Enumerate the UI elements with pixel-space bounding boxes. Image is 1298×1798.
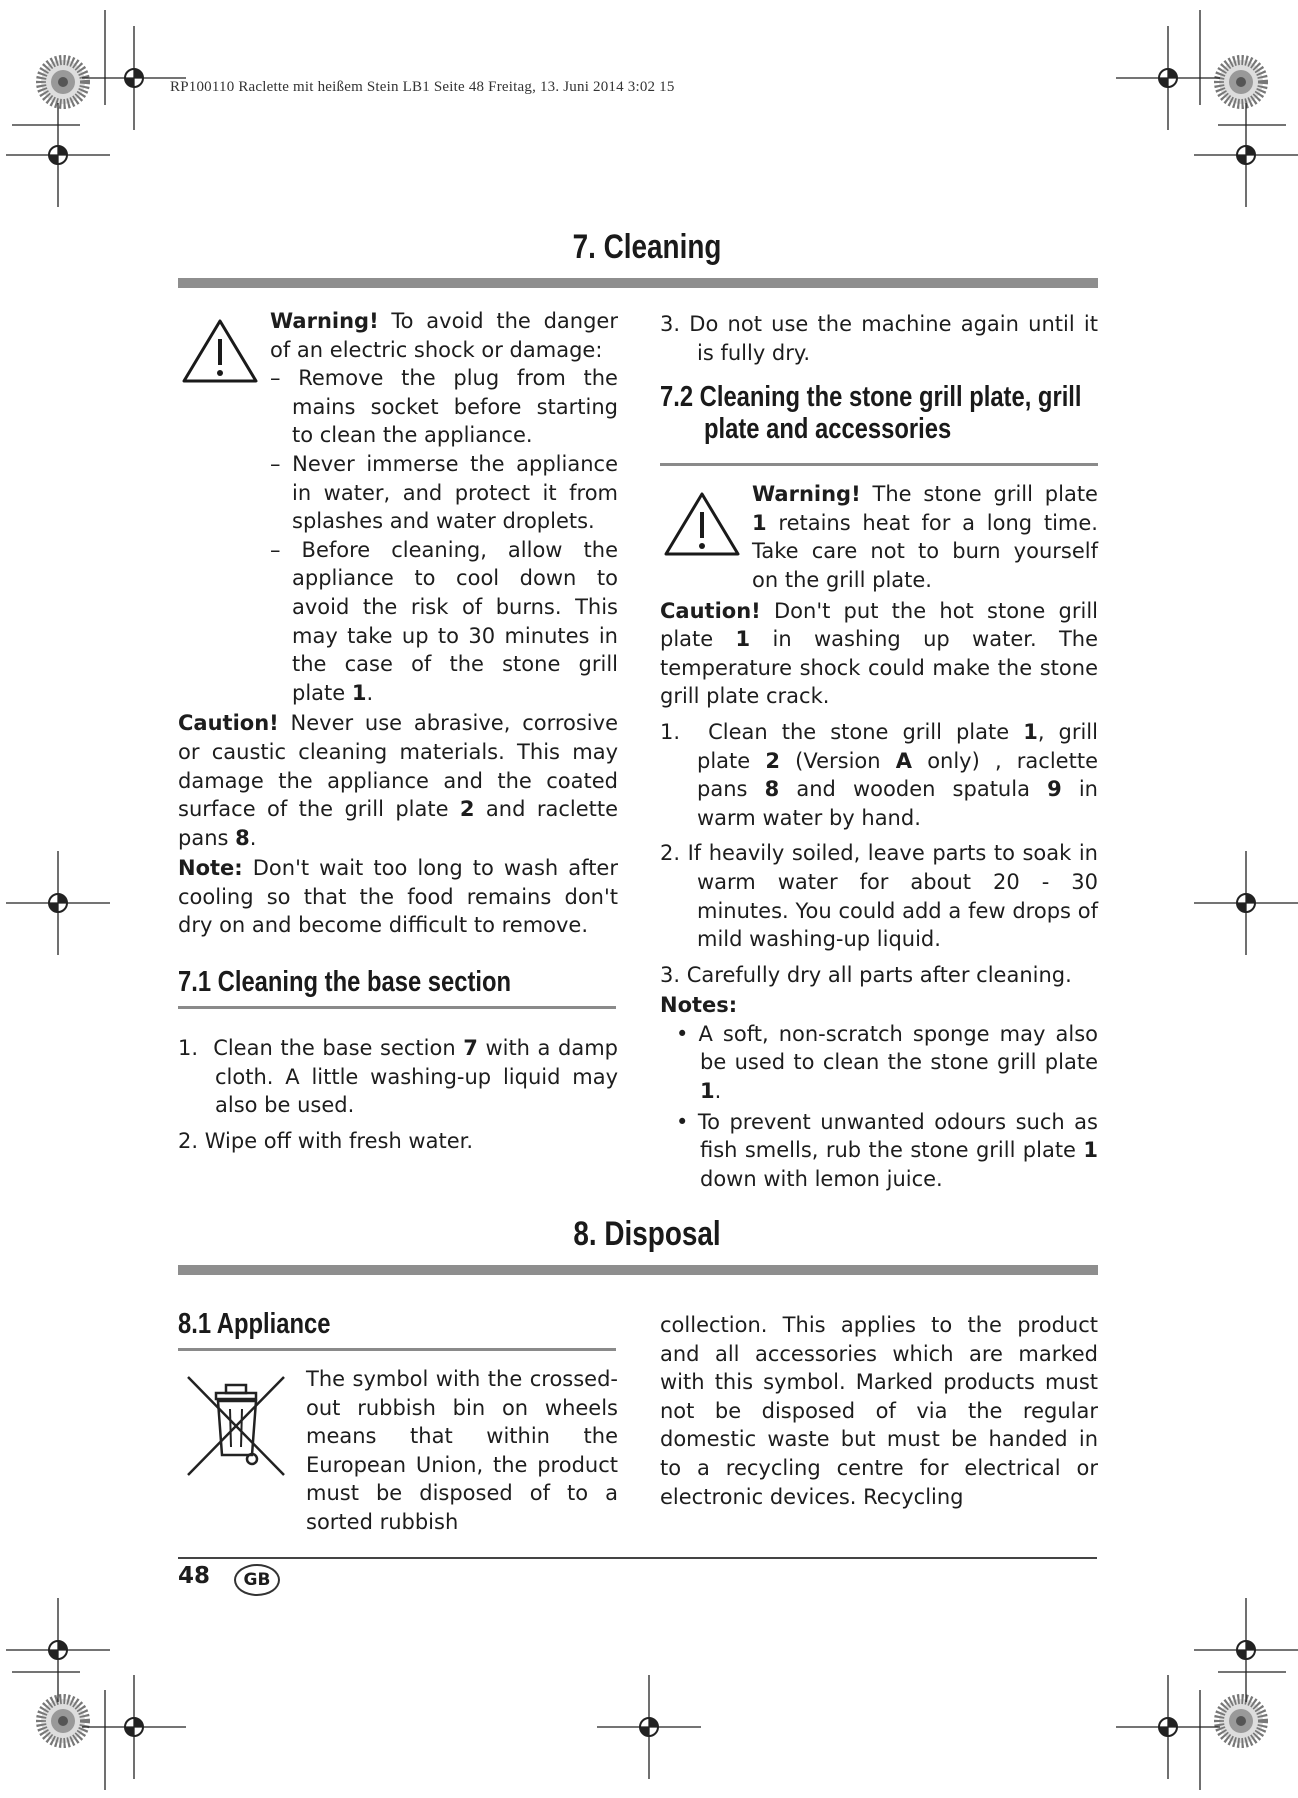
warning-item: Remove the plug from the mains socket before starting to clean the appliance. [292, 366, 618, 448]
crossed-out-bin-icon [184, 1373, 288, 1479]
disposal-text-right: collection. This applies to the product and all accessories which are marked with this symbol. Marked products must not be disposed of via the regular domestic waste but must be handed in to a recycling centre for electrical or electronic devices. Recycling [660, 1313, 1098, 1509]
warning-block: Warning! The stone grill plate 1 retains heat for a long time. Take care not to burn yourself on the grill plate. [660, 480, 1098, 594]
caution-paragraph: Caution! Never use abrasive, corrosive or caustic cleaning materials. This may damage the appliance and the coated surface of the grill plate 2 and raclette pans 8. [178, 711, 619, 850]
warning-block: Warning! To avoid the danger of an electric shock or damage: – Remove the plug from the mains socket before starting to clean the appliance. – Never immerse the appliance in water, and protect it from splashes and water droplets. – Before cleaning, allow the appliance to cool down to avoid the risk of burns. This may take up to 30 minutes in the case of the stone grill plate 1. [178, 307, 618, 707]
warning-triangle-icon [180, 317, 260, 385]
print-slug: RP100110 Raclette mit heißem Stein LB1 Seite 48 Freitag, 13. Juni 2014 3:02 15 [170, 79, 675, 95]
subsection-rule [660, 463, 1098, 466]
subsection-rule [178, 1006, 616, 1009]
right-column [660, 310, 1098, 1193]
registration-mark-icon [1194, 103, 1298, 207]
color-wheel-icon [41, 1699, 85, 1743]
page-number: 48 [178, 1563, 211, 1589]
warning-triangle-icon [662, 490, 742, 558]
color-wheel-icon [41, 60, 85, 104]
list-item: 2. If heavily soiled, leave parts to soak in warm water for about 20 - 30 minutes. You could add a few drops of mild washing-up liquid. [660, 841, 1098, 952]
warning-item: Before cleaning, allow the appliance to cool down to avoid the risk of burns. This may take up to 30 minutes in the case of the stone grill plate [292, 537, 618, 705]
registration-mark-icon [82, 1675, 186, 1779]
notes-label: Notes: [660, 993, 738, 1018]
registration-mark-icon [1194, 851, 1298, 955]
disposal-text-left: The symbol with the crossed-out rubbish bin on wheels means that within the European Union, the product must be disposed of to a sorted rubbish [306, 1367, 618, 1534]
part-ref: 1 [351, 680, 367, 705]
registration-mark-icon [597, 1675, 701, 1779]
language-badge: GB [234, 1564, 280, 1596]
section-title-cleaning: 7. Cleaning [572, 228, 722, 266]
registration-mark-icon [6, 1598, 110, 1702]
bullet-item: • To prevent unwanted odours such as fish smells, rub the stone grill plate 1 down with lemon juice. [676, 1109, 1098, 1191]
registration-mark-icon [6, 103, 110, 207]
registration-mark-icon [1116, 26, 1220, 130]
registration-mark-icon [82, 26, 186, 130]
section-rule [178, 278, 1098, 288]
bullet-item: • A soft, non-scratch sponge may also be used to clean the stone grill plate 1. [676, 1021, 1098, 1104]
footer-rule [178, 1557, 1097, 1559]
warning-label: Warning! [270, 309, 379, 333]
list-item: 3. Carefully dry all parts after cleaning. [660, 962, 1072, 987]
registration-mark-icon [1116, 1675, 1220, 1779]
subsection-title-7-1: 7.1 Cleaning the base section [178, 966, 512, 999]
caution-paragraph: Caution! Don't put the hot stone grill plate 1 in washing up water. The temperature shock could make the stone grill plate crack. [660, 598, 1099, 709]
list-item: 1. Clean the stone grill plate 1, grill plate 2 (Version A only) , raclette pans 8 and wooden spatula 9 in warm water by hand. [660, 719, 1098, 830]
color-wheel-icon [1219, 1699, 1263, 1743]
registration-mark-icon [6, 851, 110, 955]
section-rule [178, 1265, 1098, 1275]
subsection-title-8-1: 8.1 Appliance [178, 1308, 331, 1340]
section-title-disposal: 8. Disposal [573, 1215, 721, 1253]
list-item: 1. Clean the base section 7 with a damp cloth. A little washing-up liquid may also be used. [178, 1036, 618, 1118]
warning-item: Never immerse the appliance in water, and protect it from splashes and water droplets. [292, 451, 618, 534]
caution-label: Caution! [178, 711, 279, 736]
list-item: 3. Do not use the machine again until it is fully dry. [660, 312, 1098, 365]
subsection-rule [178, 1348, 616, 1351]
registration-mark-icon [1194, 1598, 1298, 1702]
left-column [178, 307, 618, 1155]
note-label: Note: [178, 856, 243, 881]
disposal-right-column [660, 1311, 1098, 1511]
disposal-left-column [178, 1308, 618, 1537]
color-wheel-icon [1219, 60, 1263, 104]
warning-text: To avoid the danger of an electric shock or damage: [270, 309, 618, 362]
subsection-title-7-2-line2: plate and accessories [704, 413, 952, 446]
note-paragraph: Note: Don't wait too long to wash after cooling so that the food remains don't dry on and become difficult to remove. [178, 856, 618, 938]
list-item: 2. Wipe off with fresh water. [178, 1128, 474, 1153]
subsection-title-7-2: 7.2 Cleaning the stone grill plate, grill [660, 381, 1082, 414]
